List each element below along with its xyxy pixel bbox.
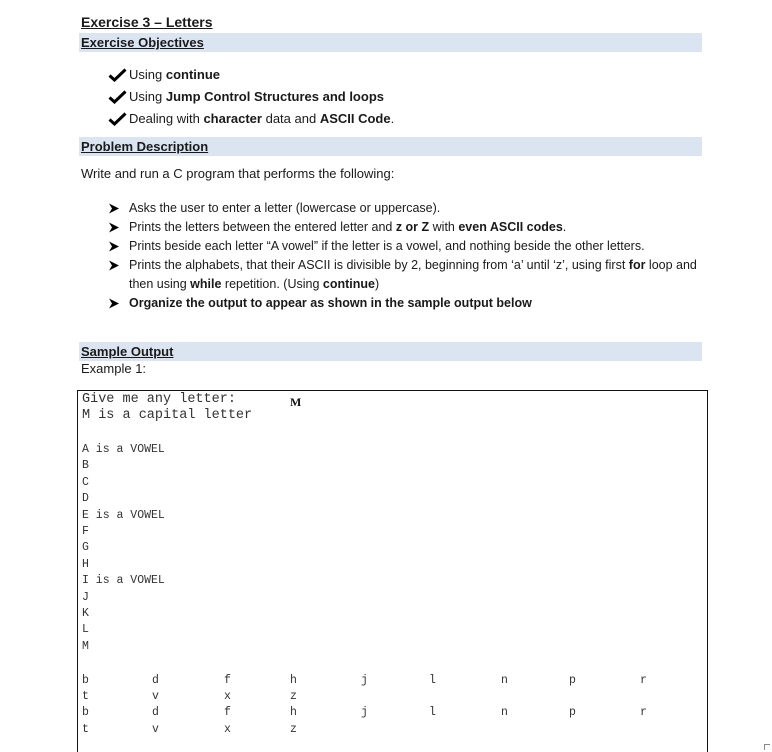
letter-line: C — [82, 475, 89, 489]
grid-letter: j — [361, 674, 368, 687]
letter-line: B — [82, 459, 89, 473]
grid-letter: h — [290, 674, 297, 687]
page-corner-mark — [764, 744, 770, 750]
grid-letter: p — [569, 706, 576, 719]
objectives-band — [79, 33, 702, 52]
arrow-bullet-icon — [108, 222, 120, 233]
checkmark-icon — [108, 112, 127, 126]
letter-line: K — [82, 607, 89, 620]
grid-letter: f — [224, 706, 231, 719]
entered-letter: M — [290, 395, 302, 409]
grid-letter: t — [82, 690, 89, 703]
letter-line: A is a VOWEL — [82, 443, 165, 456]
text-run: continue — [322, 277, 375, 291]
text-run: loop and then using — [129, 258, 697, 291]
objective-text — [129, 108, 394, 130]
problem-heading: Problem Description — [81, 139, 209, 154]
arrow-bullet-icon — [108, 203, 120, 214]
text-run: z or Z — [395, 220, 430, 234]
letter-line: M — [82, 639, 89, 653]
grid-letter: b — [82, 674, 89, 687]
text-run: . — [390, 111, 395, 126]
requirement-item — [108, 294, 698, 313]
capital-line: M is a capital letter — [82, 408, 253, 423]
sample-heading: Sample Output — [81, 344, 174, 359]
grid-letter: z — [290, 690, 297, 703]
text-run: even ASCII codes — [458, 220, 563, 234]
objective-item — [108, 64, 394, 86]
letter-line: F — [82, 525, 89, 538]
sample-output-box — [77, 390, 708, 752]
grid-letter: r — [640, 706, 647, 719]
text-run: Dealing with — [129, 111, 204, 126]
checkmark-icon — [108, 68, 127, 82]
text-run: Jump Control Structures and loops — [165, 89, 384, 104]
text-run: ) — [374, 277, 380, 291]
letter-line: J — [82, 590, 89, 604]
sample-band — [79, 342, 702, 361]
requirement-item — [108, 199, 698, 218]
text-run: data and — [261, 111, 320, 126]
text-run: character — [203, 111, 262, 126]
grid-letter: t — [82, 723, 89, 736]
objective-item — [108, 108, 394, 130]
example-label: Example 1: — [81, 361, 147, 376]
grid-letter: p — [569, 674, 576, 687]
arrow-bullet-icon — [108, 241, 120, 252]
text-run: Organize the output to appear as shown in the sample output below — [129, 296, 532, 310]
grid-letter: b — [82, 706, 89, 719]
grid-letter: f — [224, 674, 231, 687]
exercise-title: Exercise 3 – Letters — [81, 14, 213, 30]
problem-intro: Write and run a C program that performs the following: — [81, 166, 395, 181]
text-run: while — [190, 277, 222, 291]
grid-letter: d — [152, 706, 159, 719]
objective-text — [129, 86, 384, 108]
requirement-item — [108, 218, 698, 237]
grid-letter: h — [290, 706, 297, 719]
checkmark-icon — [108, 90, 127, 104]
text-run: continue — [165, 67, 221, 82]
text-run: Using — [129, 67, 166, 82]
text-run: Asks the user to enter a letter (lowercase or uppercase). — [129, 201, 441, 215]
text-run: repetition. (Using — [221, 277, 323, 291]
requirement-item — [108, 237, 698, 256]
prompt-line — [82, 392, 236, 408]
requirements-list — [108, 199, 698, 313]
text-run: ASCII Code — [319, 111, 391, 126]
objectives-list — [108, 64, 394, 130]
grid-letter: d — [152, 674, 159, 687]
objectives-heading: Exercise Objectives — [81, 35, 204, 50]
arrow-bullet-icon — [108, 298, 120, 309]
grid-letter: l — [429, 674, 436, 687]
text-run: . — [562, 220, 567, 234]
problem-band — [79, 137, 702, 156]
grid-letter: z — [290, 723, 297, 736]
prompt-text: Give me any letter: — [82, 392, 236, 407]
grid-letter: x — [224, 723, 231, 736]
objective-item — [108, 86, 394, 108]
text-run: Using — [129, 89, 166, 104]
text-run: with — [429, 220, 459, 234]
letter-line: I is a VOWEL — [82, 574, 165, 588]
grid-letter: v — [152, 723, 159, 736]
grid-letter: x — [224, 690, 231, 703]
grid-letter: n — [501, 706, 508, 719]
grid-letter: v — [152, 690, 159, 703]
letter-line: D — [82, 492, 89, 506]
grid-letter: r — [640, 674, 647, 687]
objective-text — [129, 64, 220, 86]
text-run: Prints the letters between the entered letter and — [129, 220, 396, 234]
text-run: Prints the alphabets, that their ASCII is divisible by 2, beginning from ‘a’ until ‘z’, using first — [129, 258, 629, 272]
letter-line: L — [82, 623, 89, 637]
grid-letter: l — [429, 706, 436, 719]
letter-line: E is a VOWEL — [82, 508, 165, 522]
requirement-item — [108, 256, 698, 294]
letter-line: G — [82, 541, 89, 555]
grid-letter: j — [361, 706, 368, 719]
letter-line: H — [82, 557, 89, 571]
arrow-bullet-icon — [108, 260, 120, 271]
grid-letter: n — [501, 674, 508, 687]
text-run: Prints beside each letter “A vowel” if the letter is a vowel, and nothing beside the other letters. — [129, 239, 645, 253]
text-run: for — [628, 258, 646, 272]
